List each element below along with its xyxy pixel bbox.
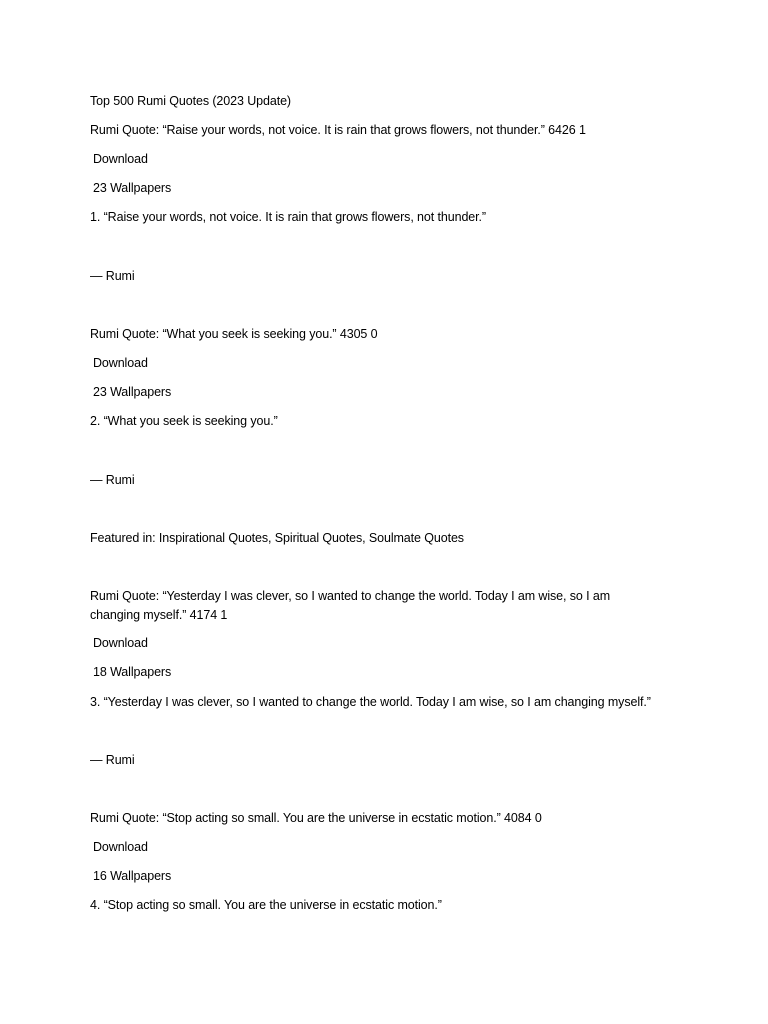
wallpapers-link-3[interactable]: 18 Wallpapers bbox=[93, 665, 172, 679]
download-link-4[interactable]: Download bbox=[93, 840, 148, 854]
quote-text-2: 2. “What you seek is seeking you.” bbox=[90, 414, 278, 428]
download-link-2[interactable]: Download bbox=[93, 356, 148, 370]
quote-header-4: Rumi Quote: “Stop acting so small. You are the universe in ecstatic motion.” 4084 0 bbox=[90, 811, 542, 825]
quote-author-1: — Rumi bbox=[90, 269, 135, 283]
quote-text-4: 4. “Stop acting so small. You are the universe in ecstatic motion.” bbox=[90, 898, 442, 912]
wallpapers-link-2[interactable]: 23 Wallpapers bbox=[93, 385, 172, 399]
quote-text-3: 3. “Yesterday I was clever, so I wanted to change the world. Today I am wise, so I am changing myself.” bbox=[90, 695, 651, 709]
quote-author-3: — Rumi bbox=[90, 753, 135, 767]
quote-author-2: — Rumi bbox=[90, 473, 135, 487]
document-title: Top 500 Rumi Quotes (2023 Update) bbox=[90, 94, 291, 108]
quote-text-1: 1. “Raise your words, not voice. It is rain that grows flowers, not thunder.” bbox=[90, 210, 486, 224]
quote-header-2: Rumi Quote: “What you seek is seeking you.” 4305 0 bbox=[90, 327, 378, 341]
wallpapers-link-1[interactable]: 23 Wallpapers bbox=[93, 181, 172, 195]
download-link-1[interactable]: Download bbox=[93, 152, 148, 166]
wallpapers-link-4[interactable]: 16 Wallpapers bbox=[93, 869, 172, 883]
download-link-3[interactable]: Download bbox=[93, 636, 148, 650]
quote-header-3: Rumi Quote: “Yesterday I was clever, so I wanted to change the world. Today I am wise, so I am changing myself.” 4174 1 bbox=[90, 589, 611, 622]
quote-header-1: Rumi Quote: “Raise your words, not voice. It is rain that grows flowers, not thunder.” 6426 1 bbox=[90, 123, 586, 137]
featured-in: Featured in: Inspirational Quotes, Spiritual Quotes, Soulmate Quotes bbox=[90, 531, 464, 545]
